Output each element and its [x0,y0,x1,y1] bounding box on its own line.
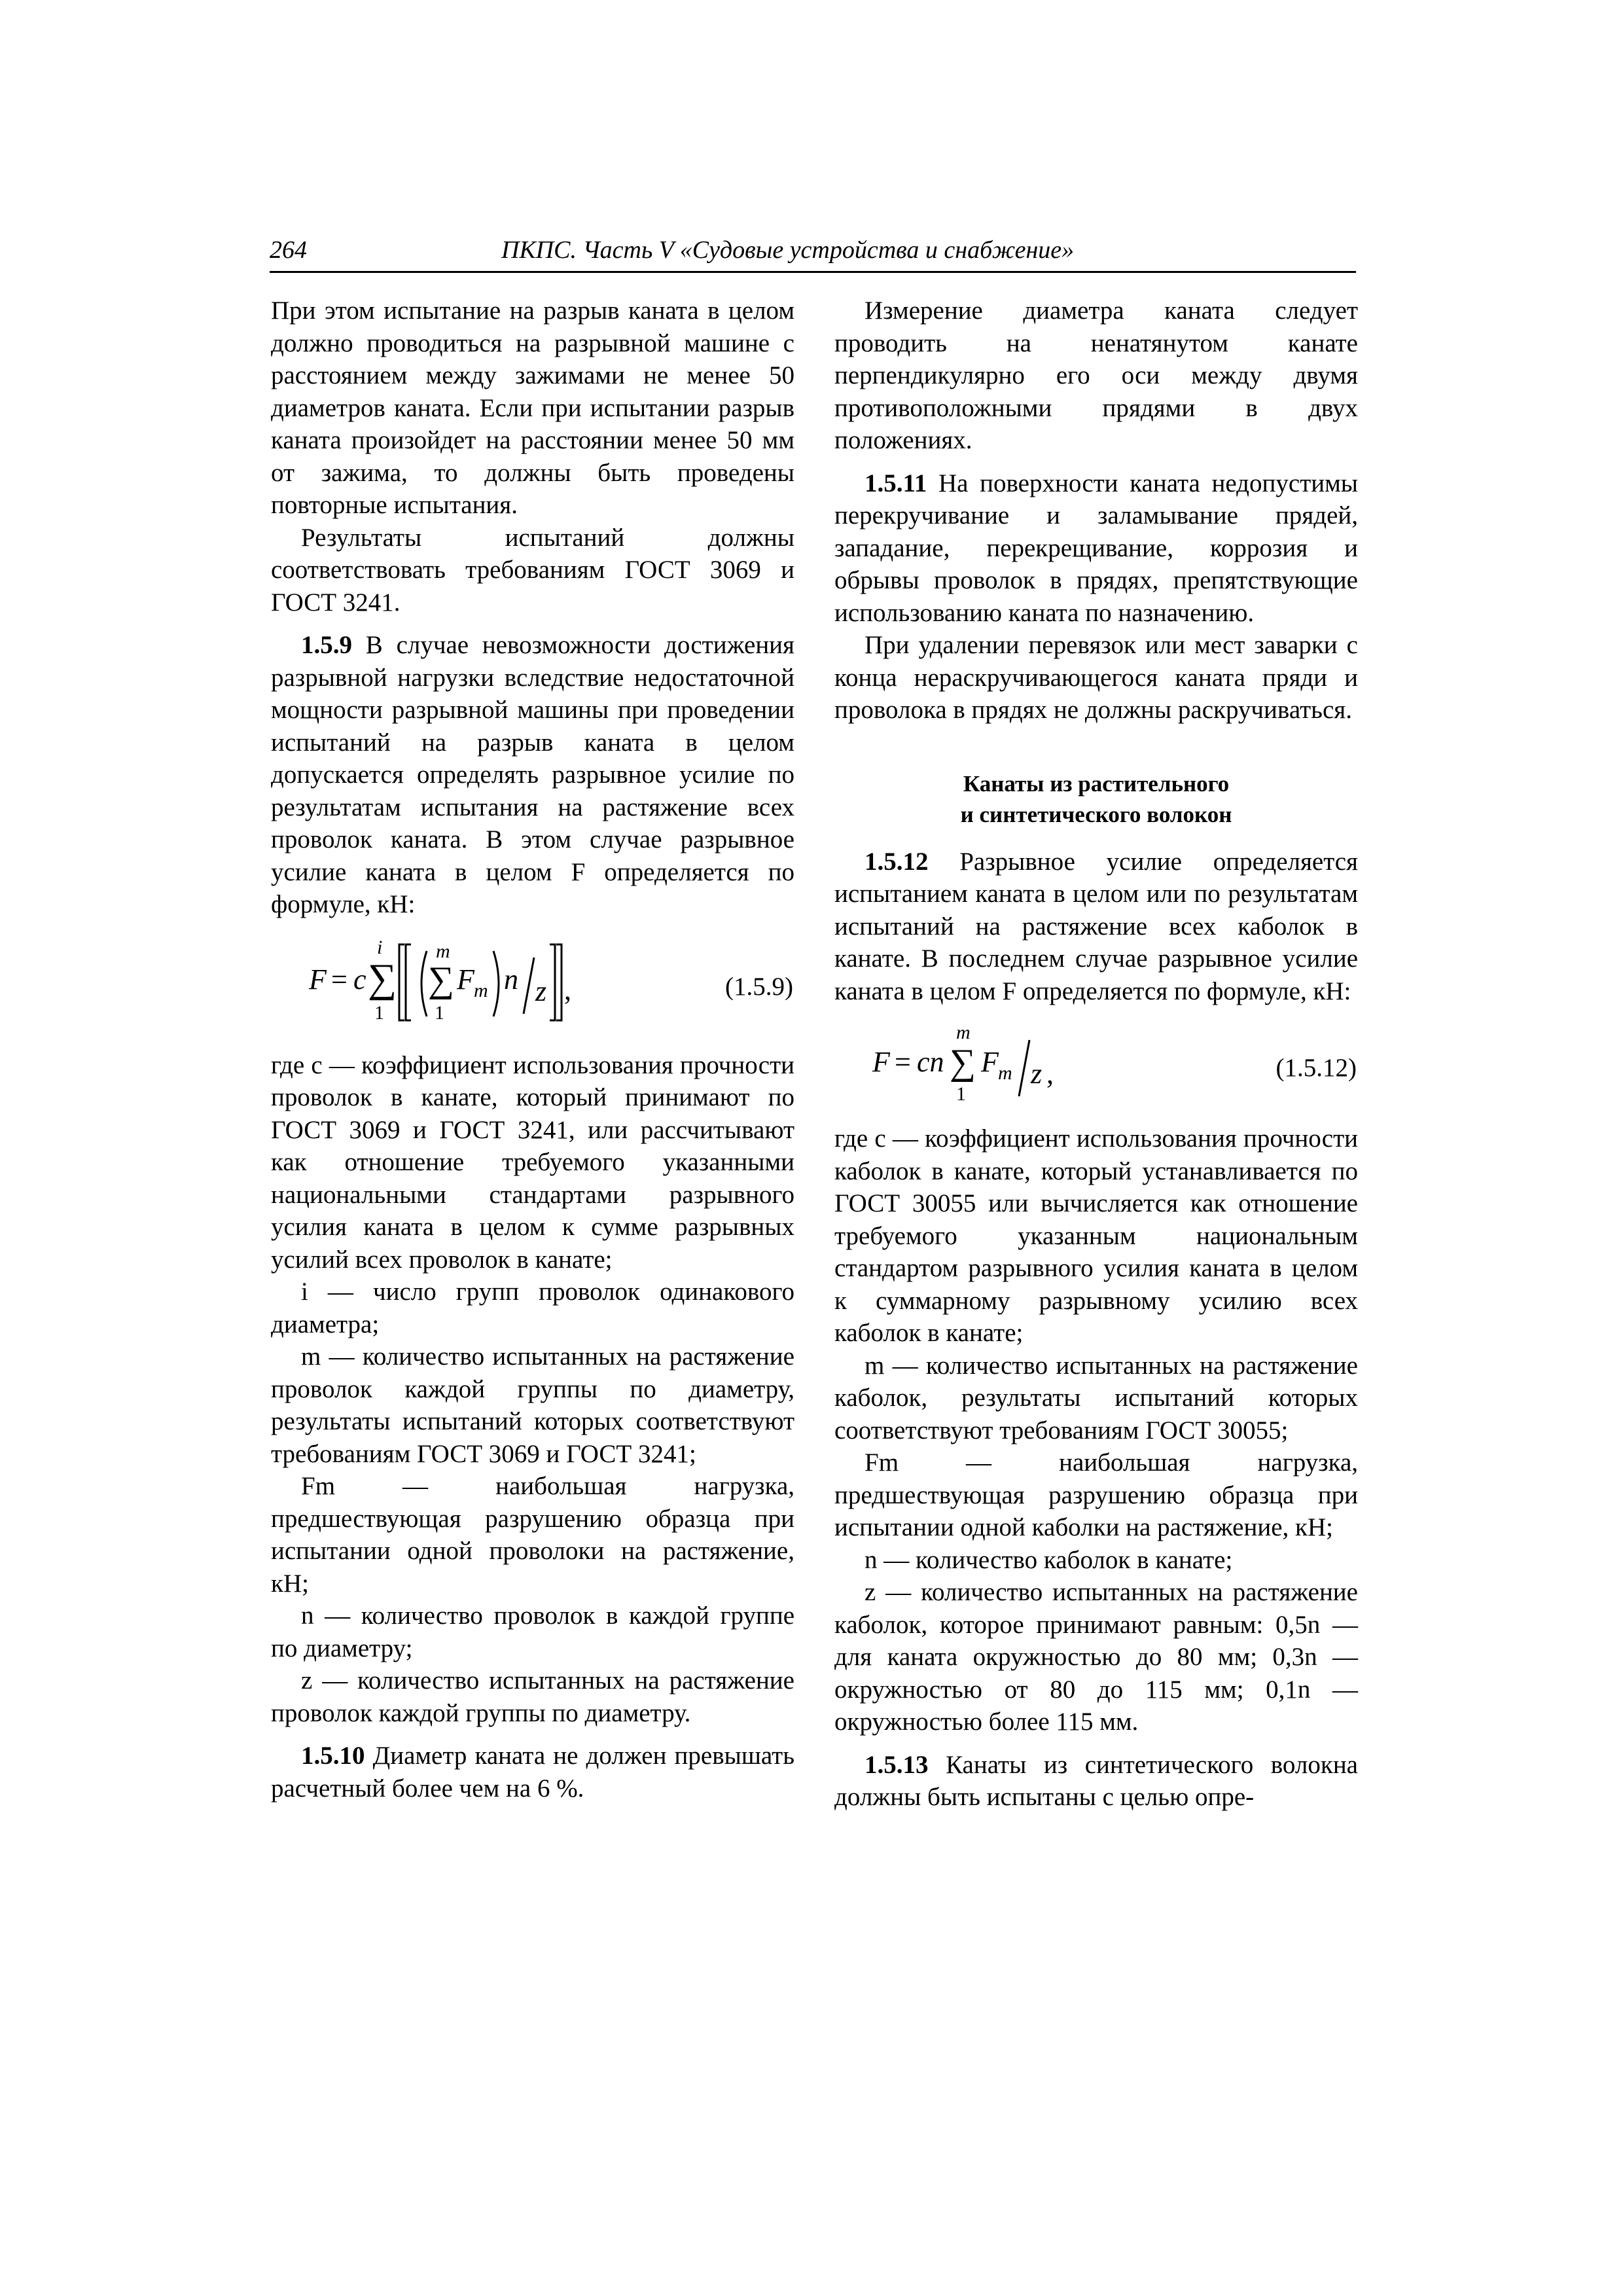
formula-number: (1.5.12) [1275,1054,1357,1082]
subheading-line: Канаты из растительного [963,770,1230,797]
definition-n: n — количество проволок в каждой группе по диаметру; [271,1602,794,1662]
formula-comma: , [1046,1058,1054,1090]
definition-fm: Fm — наибольшая нагрузка, предшествующая разрушению образца при испытании одной каболки на растяжение, кН; [834,1448,1358,1541]
section-number: 1.5.12 [865,847,929,876]
header-rule [270,271,1356,273]
section-text: В случае невозможности достижения разрывной нагрузки вследствие недостаточной мощности разрывной машины при проведении испытаний на разрыв каната в целом допускается определять разрывное усилие по результатам испытания на растяжение всех проволок каната. В этом случае разрывное усилие каната в целом F определяется по формуле, кН: [271,631,794,918]
section-text: Разрывное усилие определяется испытанием каната в целом или по результатам испытаний на растяжение всех каболок в канате. В последнем случае разрывное усилие каната в целом F определяется по формуле, кН: [834,847,1358,1005]
formula-graphic [271,929,572,1040]
section-1-5-11 [834,467,1358,630]
section-1-5-9 [271,629,794,921]
sum-upper: i [377,936,383,958]
formula-1-5-9 [271,929,794,1040]
formula-equals: = [331,963,348,996]
formula-lhs: F [872,1046,890,1078]
inner-sum-upper: m [436,940,450,962]
definition-m: m — количество испытанных на растяжение проволок каждой группы по диаметру, результаты испытаний которых соответствуют требованиям ГОСТ 3069 и ГОСТ 3241; [271,1342,794,1468]
section-1-5-13 [834,1749,1358,1814]
inner-bracket-right [550,944,555,1020]
formula-1-5-12 [834,1015,1358,1113]
inner-sum-lower: 1 [435,1001,444,1024]
sum-lower: 1 [374,1001,384,1024]
section-number: 1.5.10 [301,1742,365,1770]
inner-sum-sign: ∑ [428,959,454,1000]
section-1-5-10 [271,1740,794,1804]
section-text: Диаметр каната не должен превышать расчетный более чем на 6 %. [271,1742,794,1803]
fraction-slash [1019,1040,1029,1096]
definition-c: где c — коэффициент использования прочности каболок в канате, который устанавливается по ГОСТ 30055 или вычисляется как отношение требуемого указанным национальным стандартом разрывного усилия каната в целом к суммарному разрывному усилию всех каболок в канате; [834,1124,1358,1347]
page-number: 264 [270,236,307,264]
formula-term: F [457,963,474,996]
formula-comma: , [564,973,571,1006]
section-number: 1.5.11 [865,469,927,497]
paragraph: При удалении перевязок или мест заварки с конца нераскручивающегося каната пряди и проволока в прядях не должны раскручиваться. [834,631,1358,724]
section-text: Канаты из синтетического волокна должны быть испытаны с целью опре- [834,1750,1358,1811]
definition-fm: Fm — наибольшая нагрузка, предшествующая разрушению образца при испытании одной проволоки на растяжение, кН; [271,1472,794,1598]
right-column [834,295,1358,1814]
inner-bracket-left [406,944,411,1020]
formula-number: (1.5.9) [725,972,793,1001]
running-title: ПКПС. Часть V «Судовые устройства и снабжение» [501,236,1075,264]
formula-coef: c [353,963,366,996]
formula-graphic [834,1015,1096,1113]
definition-z: z — количество испытанных на растяжение каболок, которое принимают равным: 0,5n — для каната окружностью до 80 мм; 0,3n — окружностью от 80 до 115 мм; 0,1n — окружностью более 115 мм. [834,1578,1358,1736]
section-1-5-12 [834,846,1358,1008]
sum-lower: 1 [956,1083,966,1105]
formula-equals: = [895,1046,911,1078]
formula-div: z [1031,1058,1043,1090]
formula-mult: n [504,963,518,996]
definition-n: n — количество каболок в канате; [865,1545,1233,1574]
paragraph: Измерение диаметра каната следует проводить на ненатянутом канате перпендикулярно его оси между двумя противоположными прядями в двух положениях. [834,296,1358,454]
sum-upper: m [956,1022,971,1043]
section-text: На поверхности каната недопустимы перекручивание и заламывание прядей, западание, перекрещивание, коррозия и обрывы проволок в прядях, препятствующие использованию каната по назначению. [834,469,1358,627]
sum-sign: ∑ [368,956,397,1001]
section-number: 1.5.13 [865,1750,929,1779]
paragraph: Результаты испытаний должны соответствовать требованиям ГОСТ 3069 и ГОСТ 3241. [271,523,794,617]
section-number: 1.5.9 [301,631,352,659]
formula-term: F [981,1046,999,1078]
outer-bracket-left [399,944,404,1020]
formula-coef: cn [917,1046,944,1078]
definition-i: i — число групп проволок одинакового диаметра; [271,1278,794,1338]
formula-div: z [535,975,547,1007]
paragraph: При этом испытание на разрыв каната в целом должно проводиться на разрывной машине с расстоянием между зажимами не менее 50 диаметров каната. Если при испытании разрыв каната произойдет на расстоянии менее 50 мм от зажима, то должны быть проведены повторные испытания. [271,296,794,519]
definition-z: z — количество испытанных на растяжение проволок каждой группы по диаметру. [271,1666,794,1727]
formula-term-sub: m [998,1062,1012,1084]
paren-left [421,951,427,1016]
outer-bracket-right [556,944,562,1020]
formula-term-sub: m [474,979,488,1001]
sum-sign: ∑ [950,1042,976,1083]
formula-lhs: F [309,963,327,996]
definition-c: где c — коэффициент использования прочности проволок в канате, который принимают по ГОСТ 3069 и ГОСТ 3241, или рассчитывают как отношение требуемого указанными национальными стандартами разрывного усилия каната в целом к сумме разрывных усилий всех проволок в канате; [271,1050,794,1274]
left-column [271,295,794,1804]
subheading-line: и синтетического волокон [960,801,1232,827]
definition-m: m — количество испытанных на растяжение каболок, результаты испытаний которых соответствуют требованиям ГОСТ 30055; [834,1351,1358,1444]
fraction-slash [524,958,534,1014]
subheading [834,768,1358,830]
page-header [270,236,1356,270]
paren-right [493,951,499,1016]
